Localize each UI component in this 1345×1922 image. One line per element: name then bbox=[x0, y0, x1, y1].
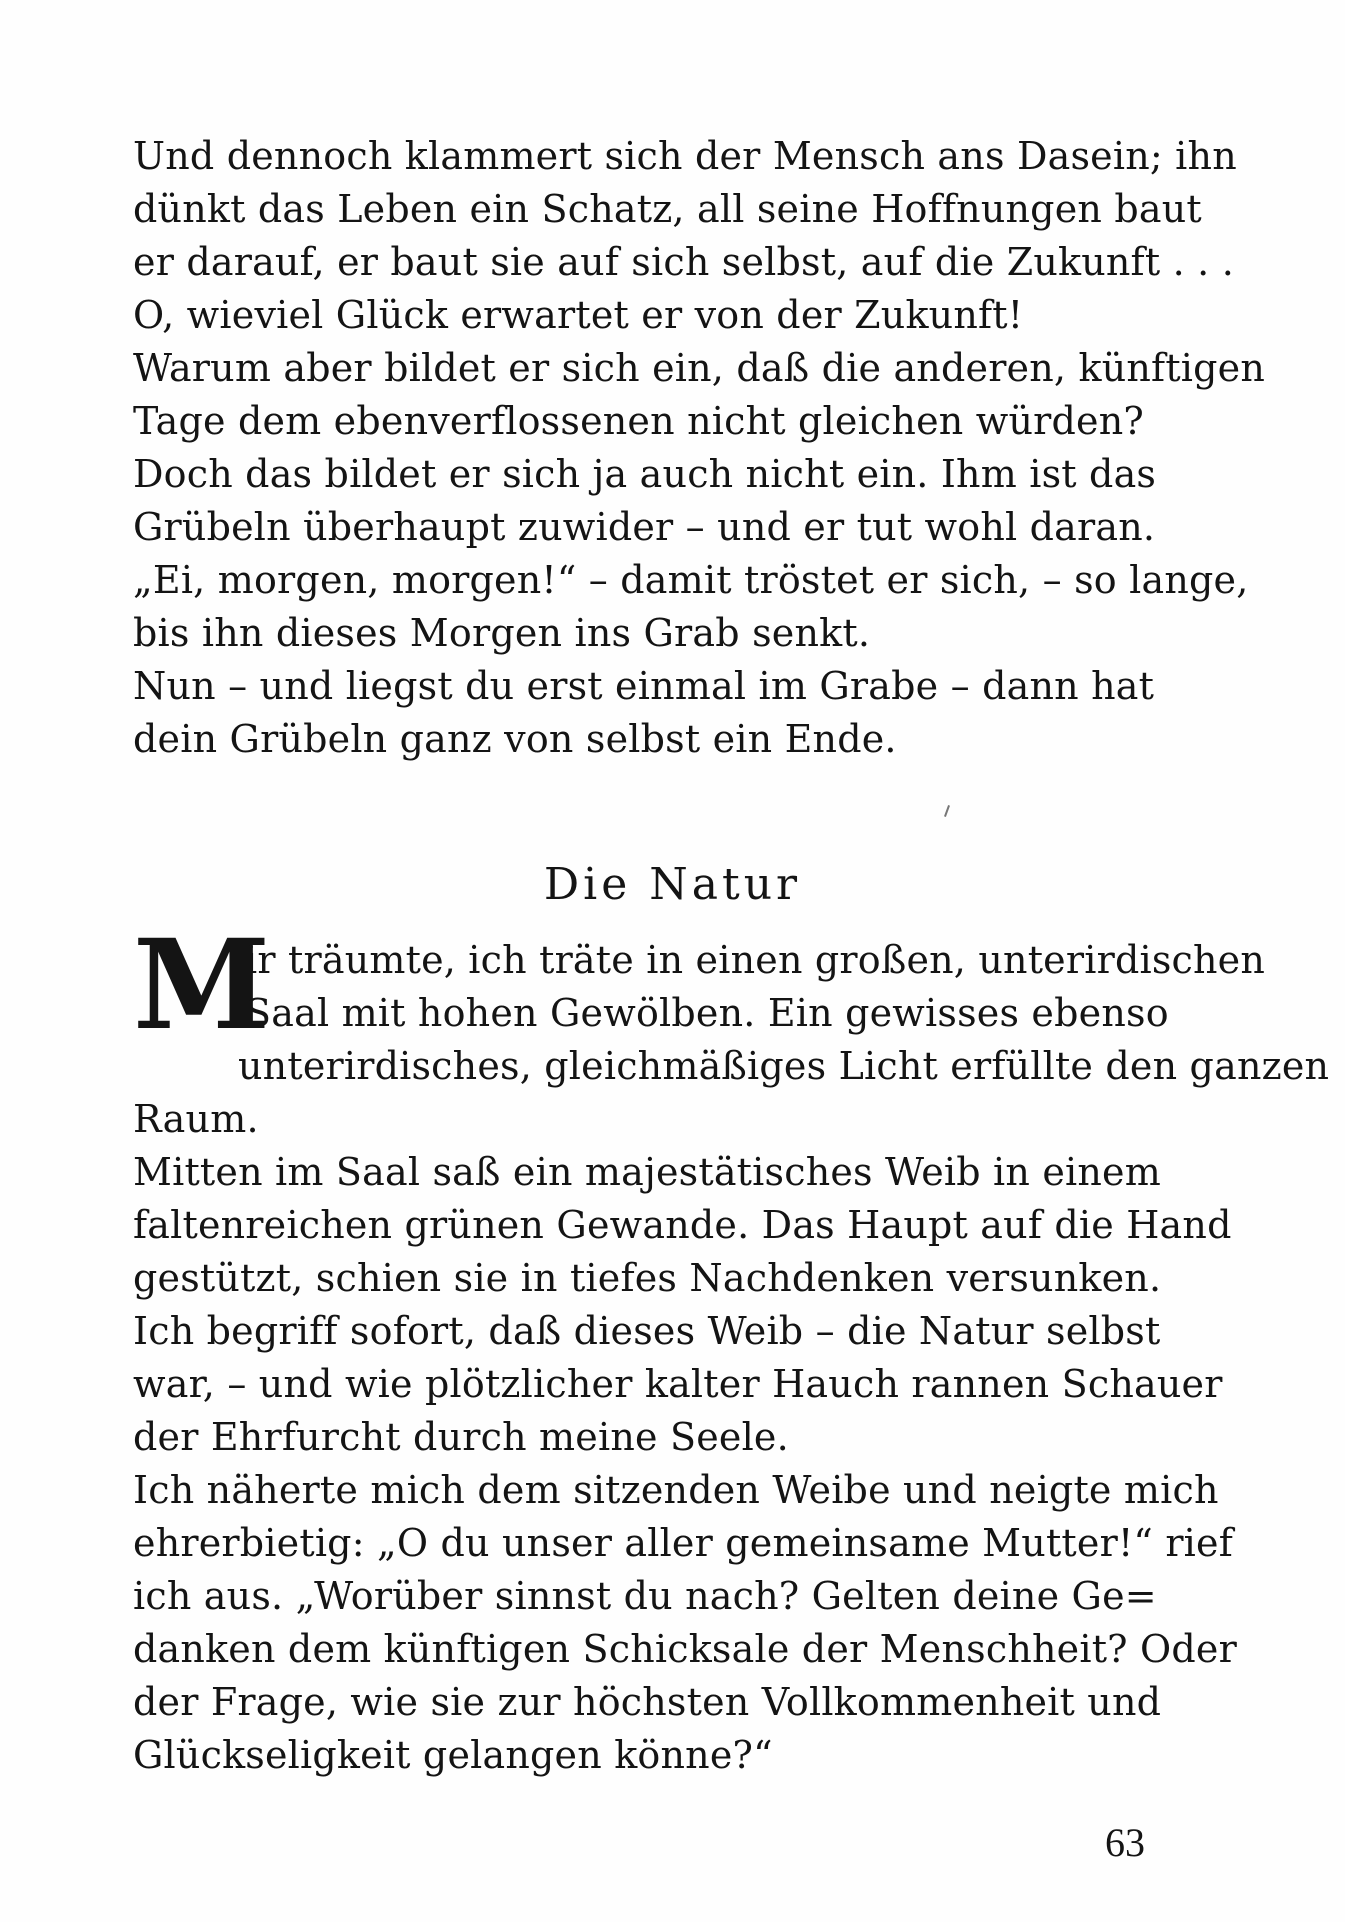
text-line: danken dem künftigen Schicksale der Menschheit? Oder bbox=[133, 1627, 1237, 1671]
section-text bbox=[133, 913, 1330, 1782]
text-line: ir träumte, ich träte in einen großen, unterirdischen bbox=[245, 938, 1266, 982]
text-line: gestützt, schien sie in tiefes Nachdenken versunken. bbox=[133, 1256, 1162, 1300]
text-line: faltenreichen grünen Gewande. Das Haupt auf die Hand bbox=[133, 1203, 1232, 1247]
text-line: Grübeln überhaupt zuwider – und er tut wohl daran. bbox=[133, 505, 1156, 549]
text-line: ich aus. „Worüber sinnst du nach? Gelten deine Ge= bbox=[133, 1574, 1157, 1618]
page-number: 63 bbox=[1105, 1820, 1145, 1865]
section-title: Die Natur bbox=[543, 859, 802, 910]
stray-mark bbox=[944, 805, 950, 817]
text-line: Glückseligkeit gelangen könne?“ bbox=[133, 1733, 773, 1777]
text-line: war, – und wie plötzlicher kalter Hauch rannen Schauer bbox=[133, 1362, 1223, 1406]
text-line: er darauf, er baut sie auf sich selbst, auf die Zukunft . . . bbox=[133, 240, 1234, 284]
drop-cap-paragraph-start bbox=[133, 913, 1266, 1058]
text-line: Ich begriff sofort, daß dieses Weib – die Natur selbst bbox=[133, 1309, 1161, 1353]
text-line: der Ehrfurcht durch meine Seele. bbox=[133, 1415, 789, 1459]
text-line: der Frage, wie sie zur höchsten Vollkommenheit und bbox=[133, 1680, 1162, 1724]
text-line: Tage dem ebenverflossenen nicht gleichen würden? bbox=[133, 399, 1144, 443]
text-line: Warum aber bildet er sich ein, daß die anderen, künftigen bbox=[133, 346, 1266, 390]
text-line: Nun – und liegst du erst einmal im Grabe – dann hat bbox=[133, 664, 1155, 708]
text-line: Mitten im Saal saß ein majestätisches Weib in einem bbox=[133, 1150, 1161, 1194]
text-line: Saal mit hohen Gewölben. Ein gewisses ebenso bbox=[245, 991, 1169, 1035]
text-line: O, wieviel Glück erwartet er von der Zukunft! bbox=[133, 293, 1024, 337]
text-line: unterirdisches, gleichmäßiges Licht erfüllte den ganzen bbox=[238, 1044, 1330, 1088]
text-line: Und dennoch klammert sich der Mensch ans Dasein; ihn bbox=[133, 134, 1237, 178]
text-line: Ich näherte mich dem sitzenden Weibe und neigte mich bbox=[133, 1468, 1219, 1512]
text-line: ehrerbietig: „O du unser aller gemeinsame Mutter!“ rief bbox=[133, 1521, 1233, 1565]
text-line: dein Grübeln ganz von selbst ein Ende. bbox=[133, 717, 897, 761]
drop-cap-lines bbox=[245, 934, 1266, 1040]
text-line: dünkt das Leben ein Schatz, all seine Hoffnungen baut bbox=[133, 187, 1202, 231]
text-line: Raum. bbox=[133, 1097, 259, 1141]
text-line: bis ihn dieses Morgen ins Grab senkt. bbox=[133, 611, 871, 655]
text-line: „Ei, morgen, morgen!“ – damit tröstet er sich, – so lange, bbox=[133, 558, 1249, 602]
previous-section-text bbox=[133, 130, 1266, 766]
drop-cap-letter: M bbox=[133, 913, 271, 1058]
text-line: Doch das bildet er sich ja auch nicht ein. Ihm ist das bbox=[133, 452, 1157, 496]
